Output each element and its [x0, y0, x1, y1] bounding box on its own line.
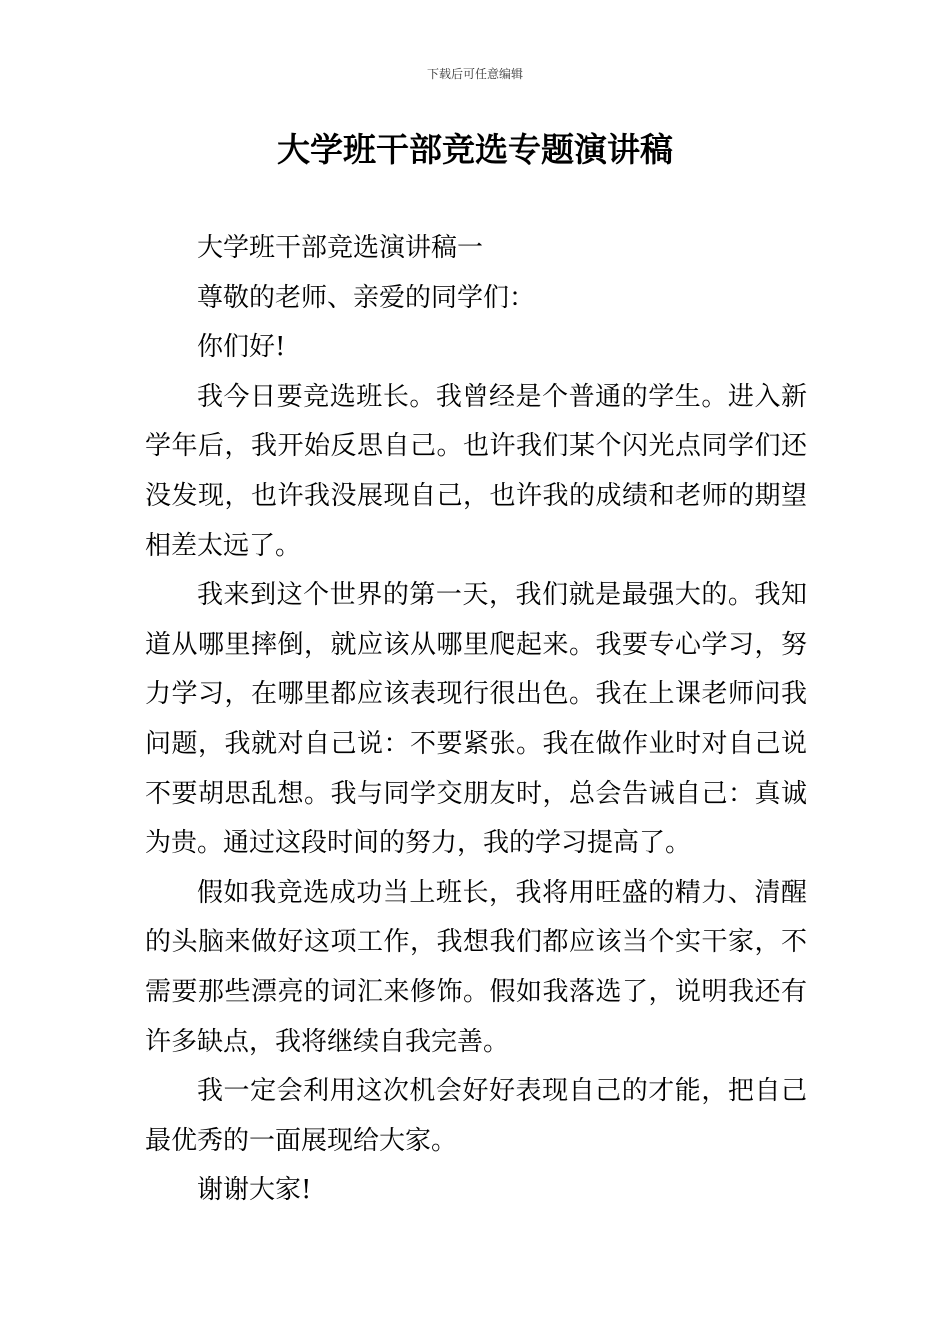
salutation: 尊敬的老师、亲爱的同学们：: [197, 282, 536, 313]
speech-heading: 大学班干部竞选演讲稿一: [197, 233, 484, 263]
document-title: 大学班干部竞选专题演讲稿: [277, 130, 673, 169]
header-note: 下载后可任意编辑: [426, 67, 523, 81]
thanks: 谢谢大家!: [197, 1175, 312, 1206]
paragraph-plan: 假如我竞选成功当上班长，我将用旺盛的精力、清醒的头脑来做好这项工作，我想我们都应该当个实干家，不需要那些漂亮的词汇来修饰。假如我落选了，说明我还有许多缺点，我将继续自我完善。: [145, 877, 807, 1057]
greeting: 你们好!: [197, 332, 286, 363]
paragraph-effort: 我来到这个世界的第一天，我们就是最强大的。我知道从哪里摔倒，就应该从哪里爬起来。我要专心学习，努力学习，在哪里都应该表现行很出色。我在上课老师问我问题，我就对自己说：不要紧张。我在做作业时对自己说不要胡思乱想。我与同学交朋友时，总会告诫自己：真诚为贵。通过这段时间的努力，我的学习提高了。: [145, 580, 807, 859]
paragraph-intro: 我今日要竞选班长。我曾经是个普通的学生。进入新学年后，我开始反思自己。也许我们某个闪光点同学们还没发现，也许我没展现自己，也许我的成绩和老师的期望相差太远了。: [145, 381, 807, 561]
paragraph-closing: 我一定会利用这次机会好好表现自己的才能，把自己最优秀的一面展现给大家。: [145, 1076, 807, 1156]
document-body: [145, 224, 807, 1216]
